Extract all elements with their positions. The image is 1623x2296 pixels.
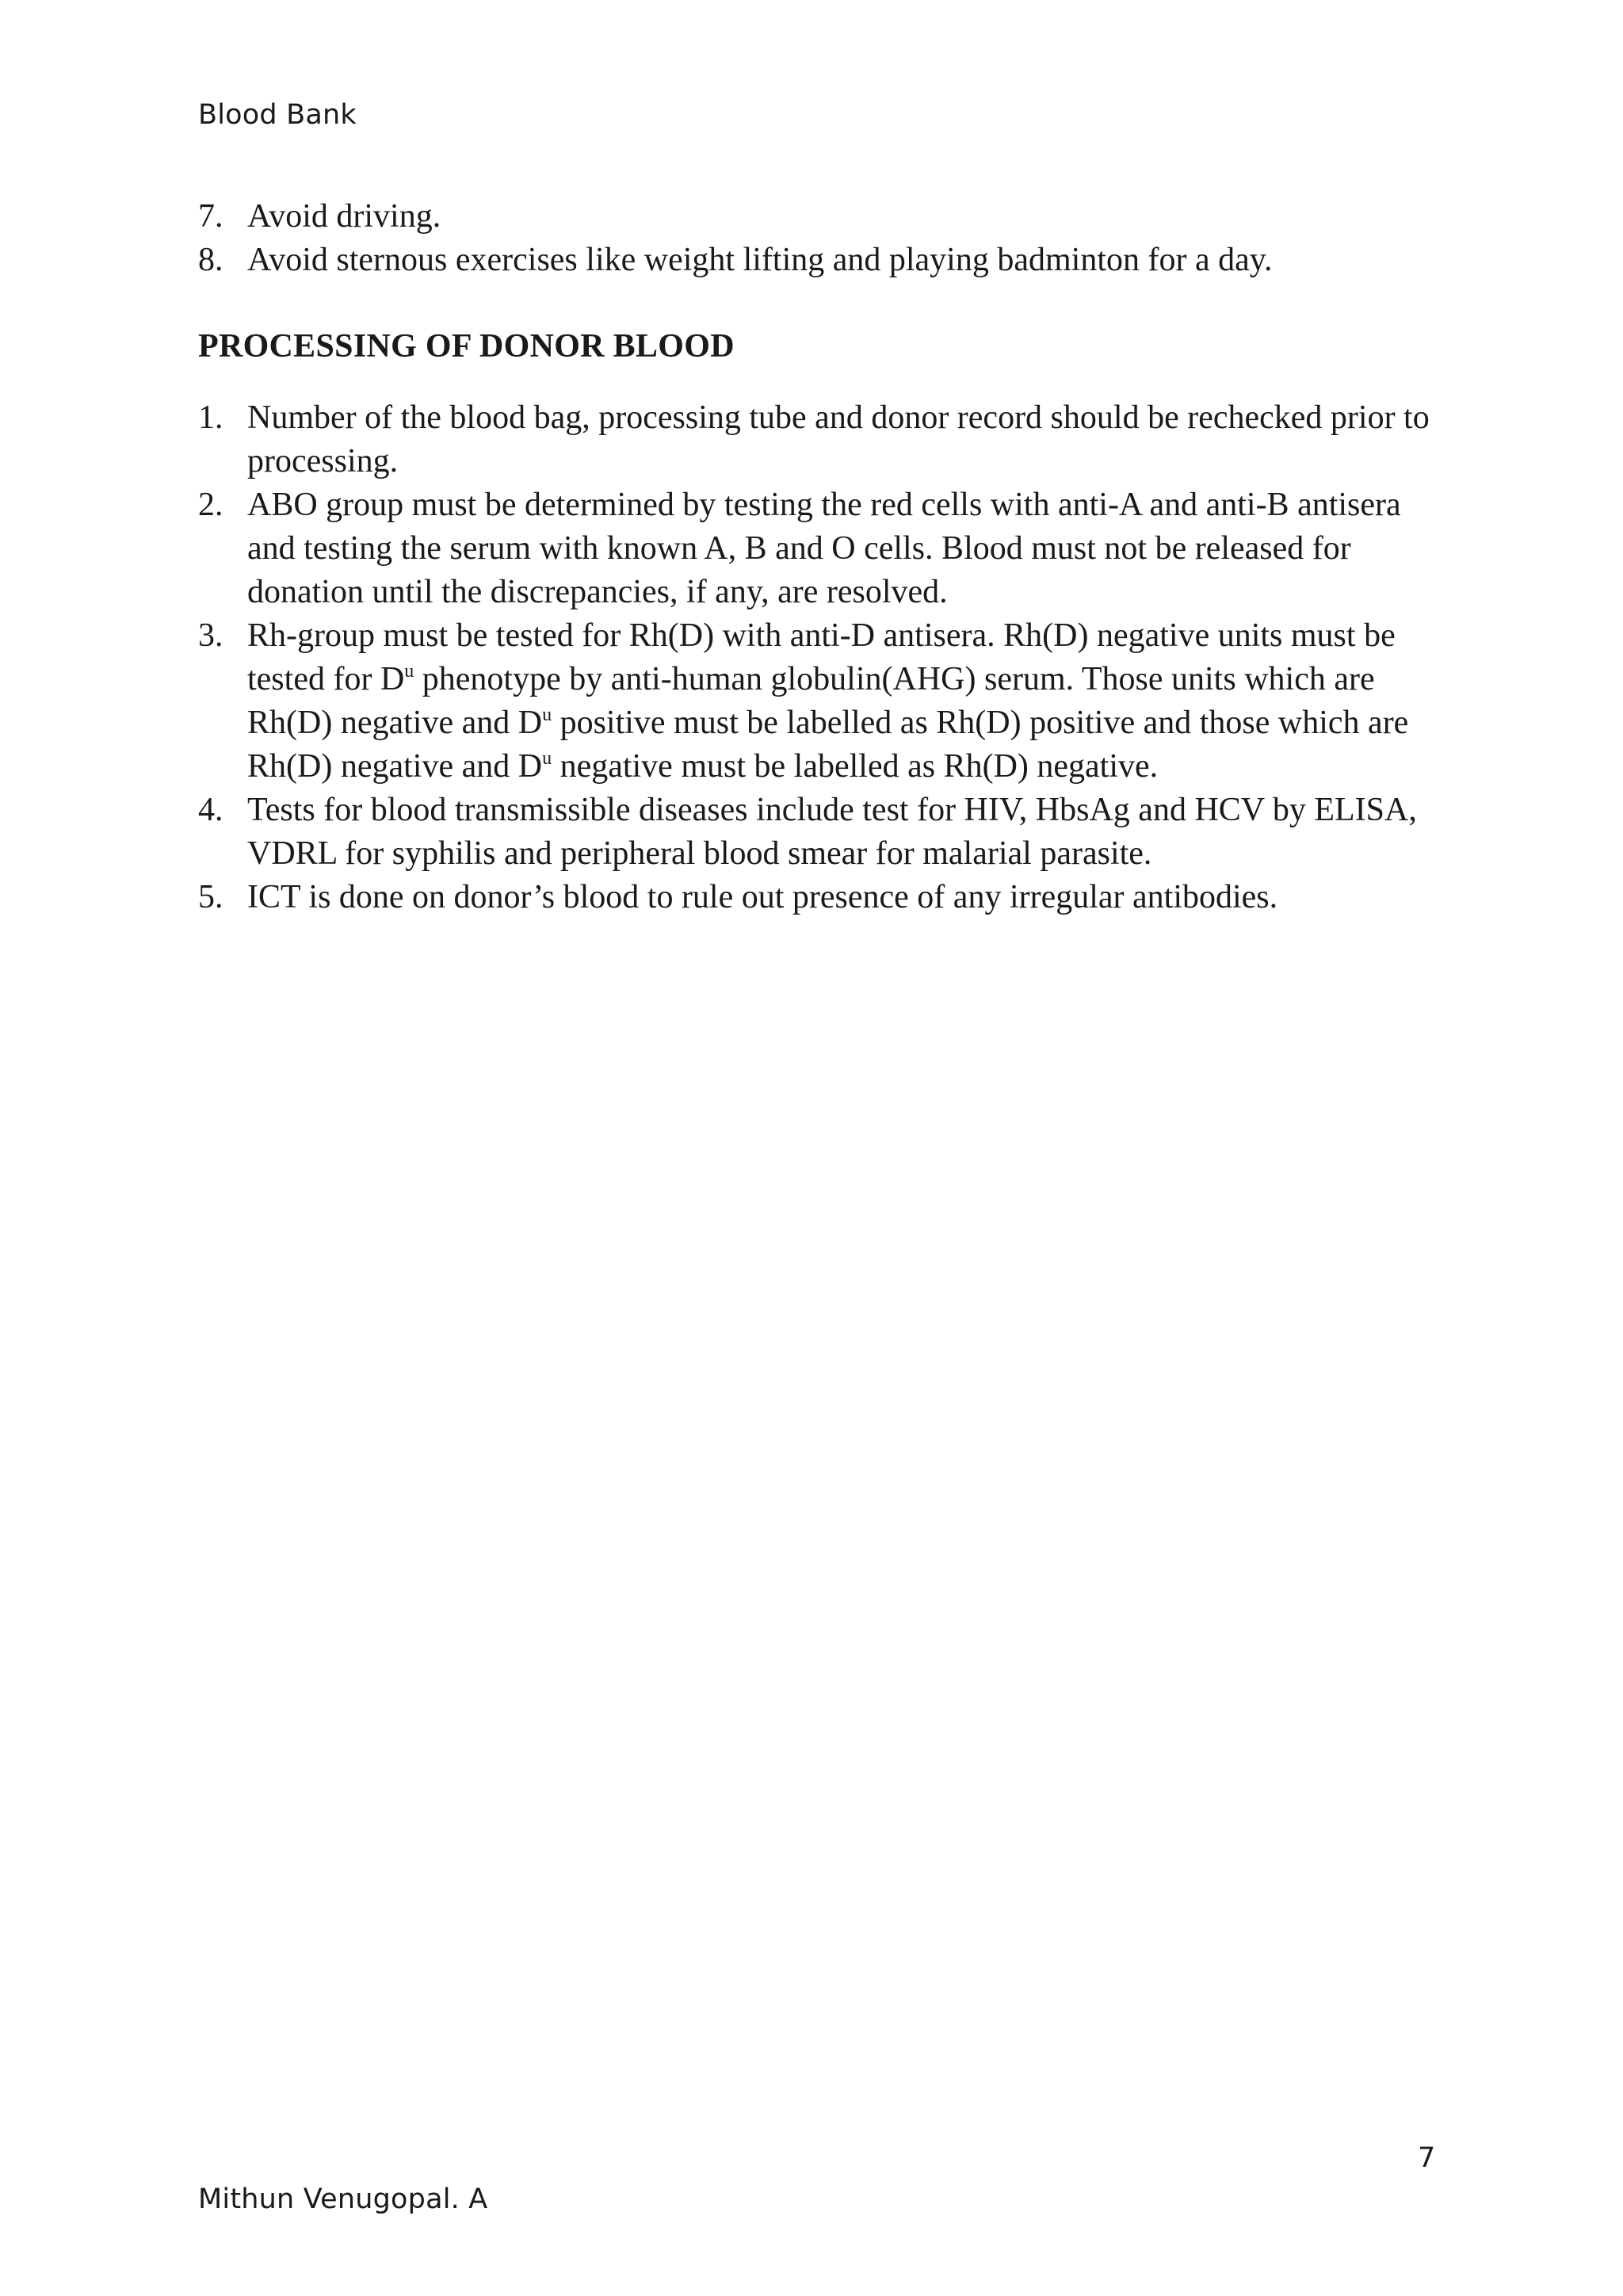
list-item: [198, 789, 1450, 876]
list-item-text: Number of the blood bag, processing tube and donor record should be rechecked prior to processing.: [247, 399, 1430, 479]
text-segment: phenotype by anti-human globulin(AHG) serum. Those units which are Rh(D) negative and D: [247, 661, 1375, 741]
processing-steps-list: [198, 396, 1450, 919]
list-item-number: 8.: [198, 242, 223, 278]
list-item-number: 3.: [198, 617, 223, 654]
list-item: [198, 195, 1450, 239]
list-item-text: ABO group must be determined by testing the red cells with anti-A and anti-B antisera and testing the serum with known A, B and O cells. Blood must not be released for donation until the discrepancies, if any, are resolved.: [247, 487, 1401, 610]
list-item-number: 5.: [198, 879, 223, 915]
page-number: 7: [1418, 2142, 1436, 2174]
list-item-number: 4.: [198, 792, 223, 828]
list-item-number: 2.: [198, 487, 223, 523]
list-item-text: [247, 617, 1408, 785]
list-item-text: ICT is done on donor’s blood to rule out presence of any irregular antibodies.: [247, 879, 1278, 915]
superscript: u: [542, 705, 552, 725]
list-item: [198, 876, 1450, 919]
list-item: [198, 614, 1450, 789]
list-item: [198, 396, 1450, 483]
list-item-number: 1.: [198, 399, 223, 436]
running-footer-author: Mithun Venugopal. A: [198, 2183, 488, 2215]
running-header: Blood Bank: [198, 99, 357, 131]
list-item-text: Avoid sternous exercises like weight lifting and playing badminton for a day.: [247, 242, 1273, 278]
list-item-text: Tests for blood transmissible diseases include test for HIV, HbsAg and HCV by ELISA, VDRL for syphilis and peripheral blood smear for malarial parasite.: [247, 792, 1417, 872]
list-item: [198, 239, 1450, 282]
continued-instructions-list: [198, 195, 1450, 282]
superscript: u: [404, 661, 414, 682]
list-item-text: Avoid driving.: [247, 198, 441, 235]
list-item-number: 7.: [198, 198, 223, 235]
text-segment: Rh-group must be tested for Rh(D) with anti-D antisera. Rh(D) negative units must be tested for D: [247, 617, 1396, 697]
text-segment: positive must be labelled as Rh(D) positive and those which are Rh(D) negative and D: [247, 705, 1409, 785]
text-segment: negative must be labelled as Rh(D) negative.: [552, 748, 1159, 785]
list-item: [198, 483, 1450, 614]
superscript: u: [542, 748, 552, 769]
section-heading: PROCESSING OF DONOR BLOOD: [198, 328, 735, 365]
